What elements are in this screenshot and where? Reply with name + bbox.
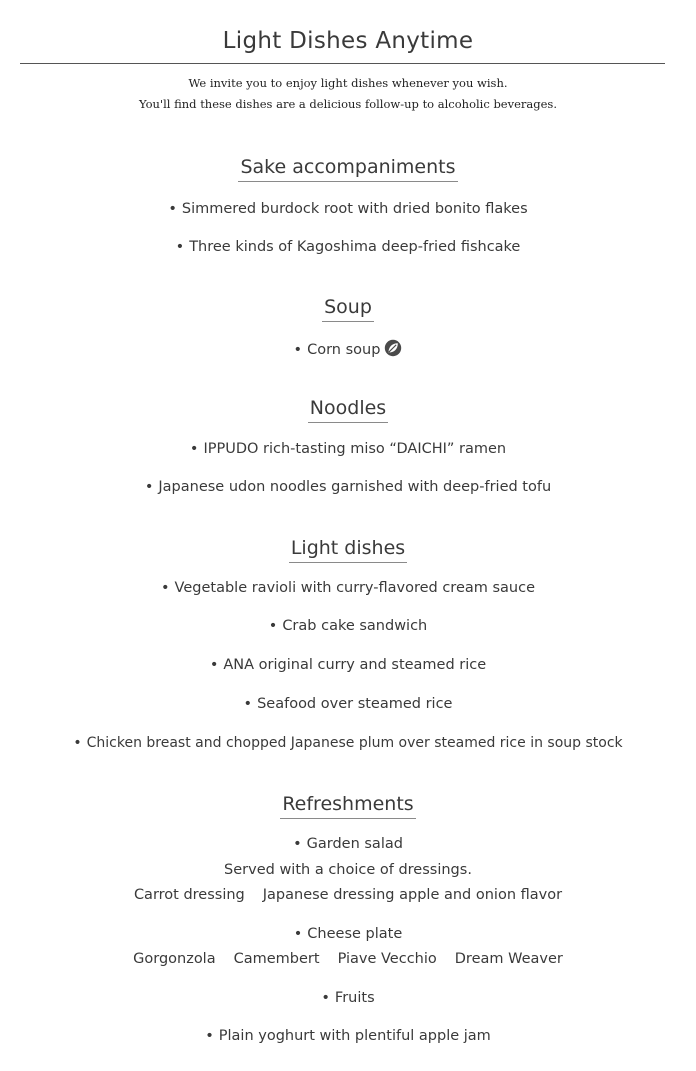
title-divider <box>20 63 665 64</box>
menu-item-cheese-plate: • Cheese plate <box>293 926 403 942</box>
dressing-option: Japanese dressing apple and onion flavor <box>262 887 563 903</box>
menu-item: • Seafood over steamed rice <box>243 696 453 712</box>
page-title: Light Dishes Anytime <box>222 28 474 54</box>
menu-item-garden-salad: • Garden salad <box>293 836 403 852</box>
menu-item: • Three kinds of Kagoshima deep-fried fishcake <box>175 239 521 255</box>
menu-item-yoghurt: • Plain yoghurt with plentiful apple jam <box>205 1028 491 1044</box>
intro-line-1: We invite you to enjoy light dishes whenever you wish. <box>188 76 508 90</box>
menu-item-fruits: • Fruits <box>321 990 375 1006</box>
dressing-option: Carrot dressing <box>133 887 245 903</box>
section-heading-sake: Sake accompaniments <box>0 156 696 182</box>
menu-item: • Chicken breast and chopped Japanese plum over steamed rice in soup stock <box>73 735 623 751</box>
menu-item: • Vegetable ravioli with curry-flavored cream sauce <box>160 580 536 596</box>
cheese-option: Camembert <box>233 951 320 967</box>
intro-line-2: You'll find these dishes are a delicious follow-up to alcoholic beverages. <box>139 97 557 111</box>
vegetarian-leaf-icon <box>384 339 402 361</box>
menu-item: • IPPUDO rich-tasting miso “DAICHI” ramen <box>189 441 507 457</box>
section-heading-refreshments: Refreshments <box>0 793 696 819</box>
cheese-options <box>0 951 696 967</box>
dressing-options <box>0 887 696 903</box>
cheese-option: Gorgonzola <box>133 951 216 967</box>
menu-item: • Crab cake sandwich <box>268 618 428 634</box>
section-heading-soup: Soup <box>0 296 696 322</box>
menu-item: • Simmered burdock root with dried bonito flakes <box>168 201 528 217</box>
cheese-option: Piave Vecchio <box>337 951 437 967</box>
section-heading-light-dishes: Light dishes <box>0 537 696 563</box>
menu-item: • ANA original curry and steamed rice <box>209 657 487 673</box>
section-heading-noodles: Noodles <box>0 397 696 423</box>
menu-item: • Corn soup <box>0 339 696 361</box>
cheese-option: Dream Weaver <box>454 951 563 967</box>
menu-item: • Japanese udon noodles garnished with deep-fried tofu <box>144 479 552 495</box>
salad-note: Served with a choice of dressings. <box>224 862 472 878</box>
